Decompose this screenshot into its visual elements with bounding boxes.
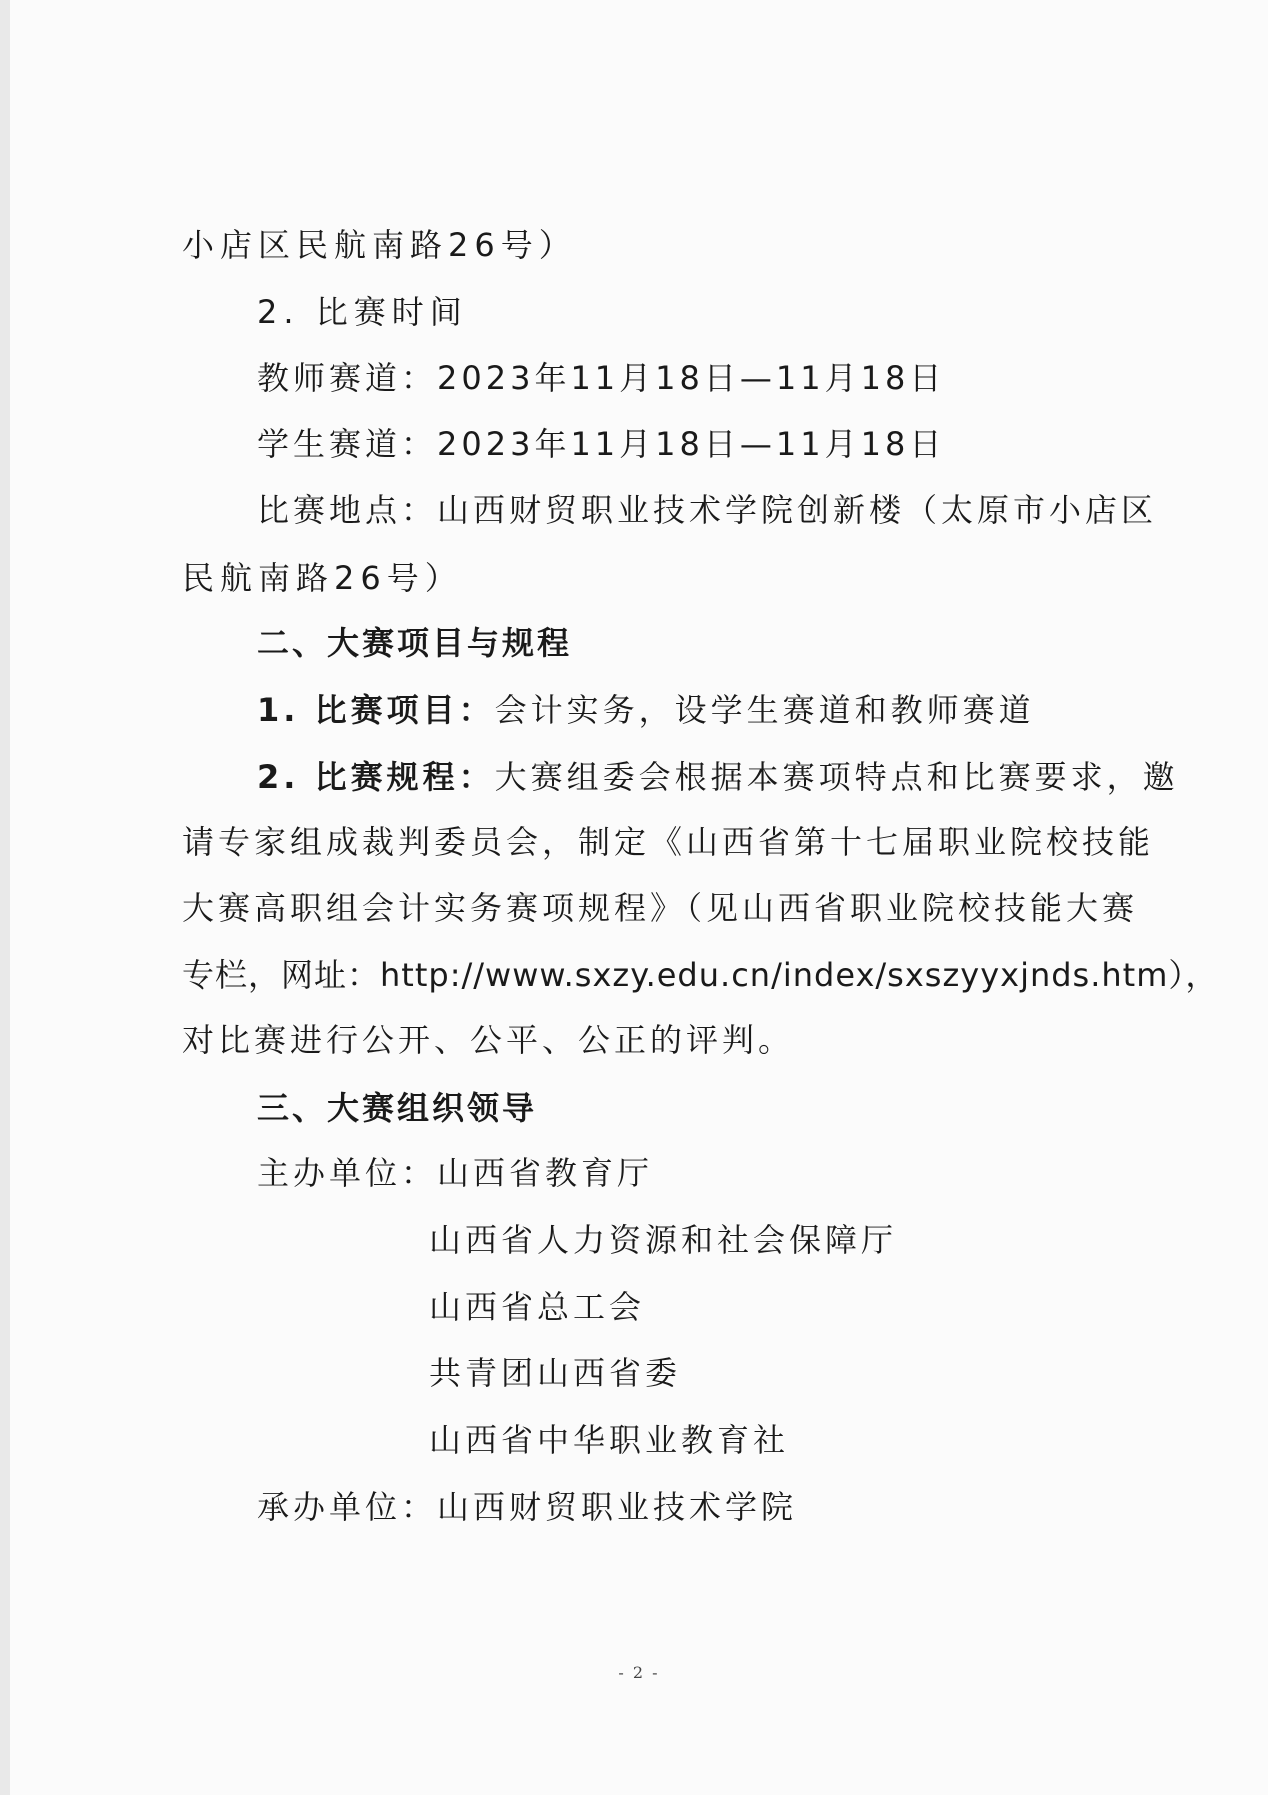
body-line: 对比赛进行公开、公平、公正的评判。 xyxy=(182,1021,795,1059)
body-line: 请专家组成裁判委员会，制定《山西省第十七届职业院校技能 xyxy=(182,823,1155,861)
body-line: 学生赛道：2023年11月18日—11月18日 xyxy=(257,425,946,463)
body-line xyxy=(257,690,1035,730)
organizer-line: 山西省人力资源和社会保障厅 xyxy=(429,1221,898,1259)
organizer-line: 山西省总工会 xyxy=(429,1288,646,1326)
item-text: 大赛组委会根据本赛项特点和比赛要求，邀 xyxy=(494,758,1179,796)
body-line: 大赛高职组会计实务赛项规程》（见山西省职业院校技能大赛 xyxy=(182,889,1139,927)
item-text: 会计实务，设学生赛道和教师赛道 xyxy=(494,691,1035,729)
organizer-line: 主办单位：山西省教育厅 xyxy=(257,1154,654,1192)
body-line: 民航南路26号） xyxy=(182,559,463,597)
section-heading: 二、大赛项目与规程 xyxy=(257,624,573,662)
document-page xyxy=(10,0,1268,1795)
body-line: 教师赛道：2023年11月18日—11月18日 xyxy=(257,359,946,397)
item-label: 2. 比赛规程： xyxy=(257,758,495,796)
section-heading: 三、大赛组织领导 xyxy=(257,1089,538,1127)
body-line xyxy=(257,757,1179,797)
page-number: - 2 - xyxy=(618,1663,660,1682)
section-subheading: 2. 比赛时间 xyxy=(257,293,468,331)
host-line: 承办单位：山西财贸职业技术学院 xyxy=(257,1488,798,1526)
organizer-line: 共青团山西省委 xyxy=(429,1354,682,1392)
organizer-line: 山西省中华职业教育社 xyxy=(429,1421,790,1459)
url-line: 专栏，网址：http://www.sxzy.edu.cn/index/sxszyyxjnds.htm）， xyxy=(182,956,1219,994)
item-label: 1. 比赛项目： xyxy=(257,691,495,729)
document-body xyxy=(10,0,1268,1795)
body-line: 比赛地点：山西财贸职业技术学院创新楼（太原市小店区 xyxy=(257,491,1158,529)
body-line: 小店区民航南路26号） xyxy=(182,226,577,264)
